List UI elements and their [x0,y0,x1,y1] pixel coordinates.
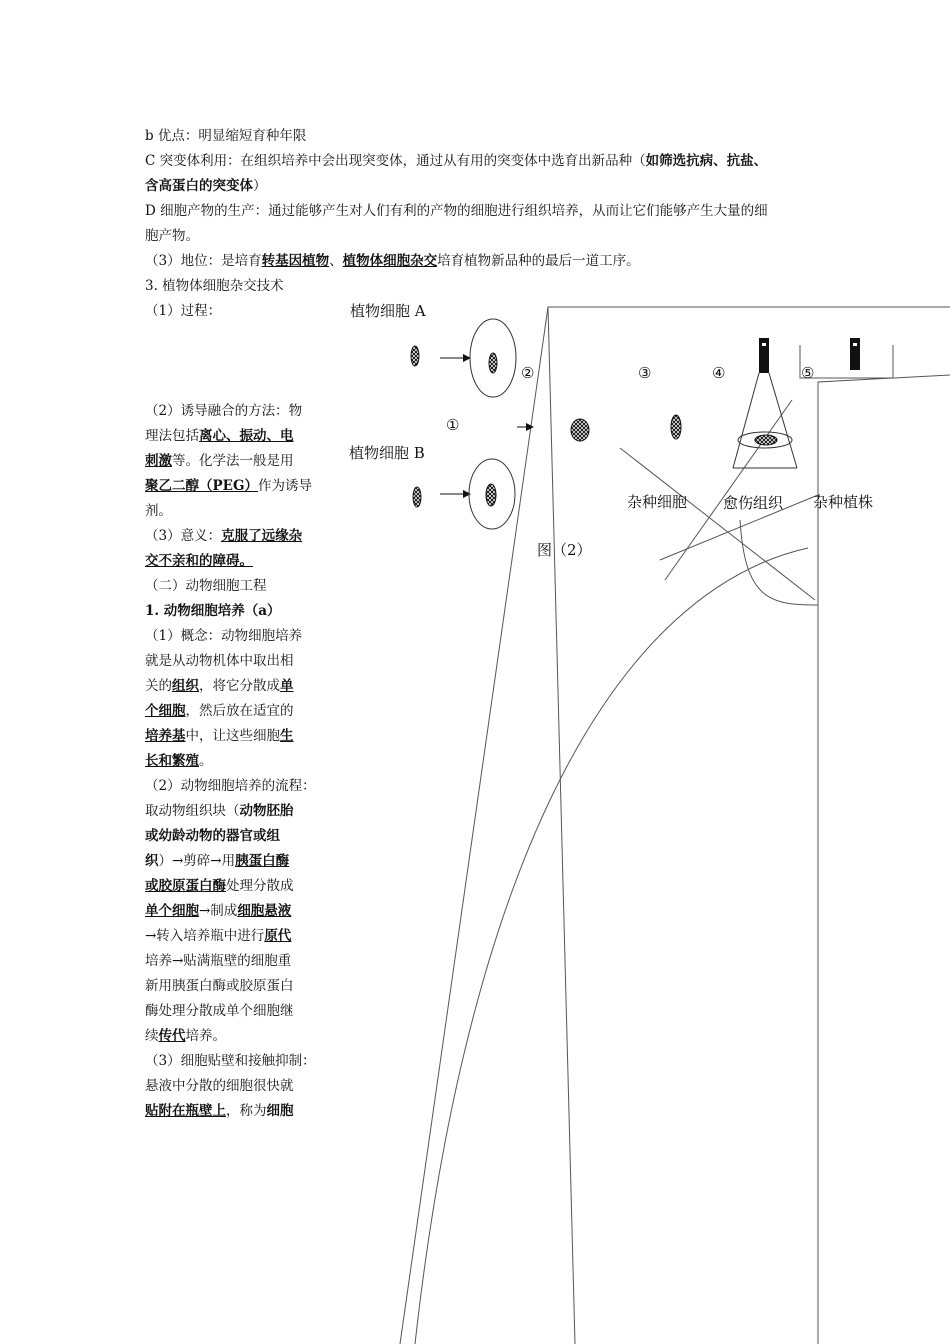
text-line-significance: （3）意义：克服了远缘杂 [145,528,303,544]
step-3-marker: ③ [638,364,652,382]
text-line: 新用胰蛋白酶或胶原蛋白 [145,978,294,994]
text-line: 剂。 [145,503,172,519]
text-line: 个细胞，然后放在适宜的 [145,703,294,719]
label-hybrid-cell: 杂种细胞 [627,493,688,511]
label-callus: 愈伤组织 [723,494,784,512]
protoplast-a-icon [489,353,497,373]
text-line-cell-products-cont: 胞产物。 [145,228,199,244]
text-line: 培养基中，让这些细胞生 [145,728,294,744]
text-line-cell-products: D 细胞产物的生产：通过能够产生对人们有利的产物的细胞进行组织培养，从而让它们能够产生大量的细 [145,203,768,219]
text-line: 关的组织，将它分散成单 [145,678,294,694]
text-line: →转入培养瓶中进行原代 [145,928,292,944]
protoplast-b-icon [486,484,496,506]
step-1-marker: ① [446,416,460,434]
label-plant-cell-a: 植物细胞 A [350,302,426,320]
text-line: 单个细胞→制成细胞悬液 [145,903,292,919]
figure-caption: 图（2） [537,541,592,559]
text-line: 或胶原蛋白酶处理分散成 [145,878,294,894]
step-5-marker: ⑤ [801,364,815,382]
text-line-process: （1）过程： [145,303,222,319]
text-line: 贴附在瓶壁上，称为细胞 [145,1103,294,1119]
step-4-marker: ④ [712,364,726,382]
text-line-concept: （1）概念：动物细胞培养 [145,628,303,644]
text-line: 或幼龄动物的器官或组 [145,828,280,844]
text-line: 理法包括离心、振动、电 [145,428,294,444]
text-line: 悬液中分散的细胞很快就 [145,1078,294,1094]
text-line-adherence: （3）细胞贴壁和接触抑制： [145,1053,316,1069]
text-line-status: （3）地位：是培育转基因植物、植物体细胞杂交培育植物新品种的最后一道工序。 [145,253,640,269]
text-line: 刺激等。化学法一般是用 [145,453,294,469]
text-line: 长和繁殖。 [145,753,213,769]
text-line: 酶处理分散成单个细胞继 [145,1003,294,1019]
label-plant-cell-b: 植物细胞 B [349,444,425,462]
fused-cell-icon [571,419,589,441]
text-line: 续传代培养。 [145,1028,226,1044]
text-line-flow: （2）动物细胞培养的流程： [145,778,316,794]
cell-a-icon [411,346,419,366]
cell-b-icon [413,487,421,507]
text-line: 聚乙二醇（PEG）作为诱导 [145,478,312,494]
text-line: 取动物组织块（动物胚胎 [145,803,294,819]
text-line: 就是从动物机体中取出相 [145,653,294,669]
text-line-mutant: C 突变体利用：在组织培养中会出现突变体，通过从有用的突变体中选育出新品种（如筛选抗病、抗盐、 [145,153,768,169]
section-heading-animal-culture: 1. 动物细胞培养（a） [145,603,281,619]
callus-flask-icon [733,338,797,468]
section-heading-somatic-hybrid: 3. 植物体细胞杂交技术 [145,278,284,294]
hybrid-plant-tube-icon [850,338,860,370]
label-hybrid-plant: 杂种植株 [813,493,874,511]
text-line: 交不亲和的障碍。 [145,553,253,569]
text-line-fusion-methods: （2）诱导融合的方法：物 [145,403,303,419]
text-line: 培养→贴满瓶壁的细胞重 [145,953,292,969]
hybrid-cell-icon [671,415,681,439]
text-line: 织）→剪碎→用胰蛋白酶 [145,853,290,869]
step-2-marker: ② [521,364,535,382]
text-line-advantage: b 优点：明显缩短育种年限 [145,128,307,144]
section-heading-animal-cell: （二）动物细胞工程 [145,578,267,594]
text-line-mutant-cont: 含高蛋白的突变体） [145,178,267,194]
